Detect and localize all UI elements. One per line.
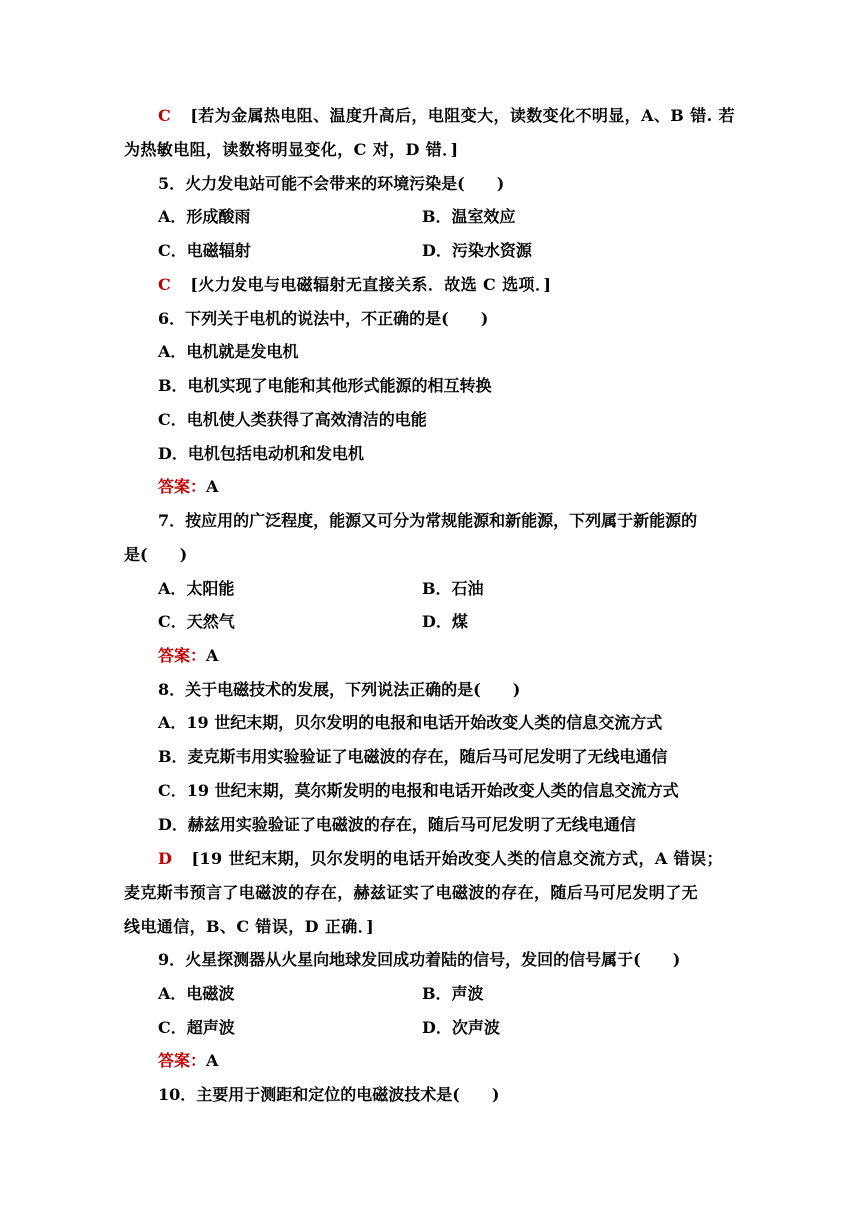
q9-answer-value: A [206,1051,219,1070]
q6-option-a: A．电机就是发电机 [158,342,299,361]
q8-stem: 8．关于电磁技术的发展，下列说法正确的是( ) [158,680,521,699]
q8-option-d: D．赫兹用实验验证了电磁波的存在，随后马可尼发明了无线电通信 [158,815,636,834]
q7-stem-line-1: 7．按应用的广泛程度，能源又可分为常规能源和新能源，下列属于新能源的 [158,511,698,530]
q5-option-c: C．电磁辐射 [158,241,251,260]
q9-answer-label: 答案： [158,1051,207,1070]
q5-explanation-line [158,275,551,295]
q8-explanation-line-2: 麦克斯韦预言了电磁波的存在，赫兹证实了电磁波的存在，随后马可尼发明了无 [124,883,699,902]
q7-answer [158,646,218,666]
q10-stem: 10．主要用于测距和定位的电磁波技术是( ) [158,1085,500,1104]
q5-stem: 5．火力发电站可能不会带来的环境污染是( ) [158,174,505,193]
q9-option-c: C．超声波 [158,1018,235,1037]
q4-explanation-line-1 [158,106,735,126]
q6-option-c: C．电机使人类获得了高效清洁的电能 [158,410,427,429]
q7-option-d: D．煤 [422,612,468,631]
q5-explanation-text: [火力发电与电磁辐射无直接关系．故选 C 选项．] [190,275,552,294]
q7-option-c: C．天然气 [158,612,235,631]
q7-option-b: B．石油 [422,579,484,598]
q9-answer [158,1051,218,1071]
q8-option-a: A．19 世纪末期，贝尔发明的电报和电话开始改变人类的信息交流方式 [158,713,663,732]
q9-option-a: A．电磁波 [158,984,235,1003]
q6-answer-label: 答案： [158,477,207,496]
q6-answer [158,477,218,497]
q8-option-c: C．19 世纪末期，莫尔斯发明的电报和电话开始改变人类的信息交流方式 [158,781,679,800]
q7-answer-label: 答案： [158,646,207,665]
q8-explanation-line-1 [158,849,723,869]
q9-stem: 9．火星探测器从火星向地球发回成功着陆的信号，发回的信号属于( ) [158,950,681,969]
q7-answer-value: A [206,646,219,665]
q4-explanation-line-2: 为热敏电阻，读数将明显变化，C 对，D 错．] [124,140,459,159]
q8-option-b: B．麦克斯韦用实验验证了电磁波的存在，随后马可尼发明了无线电通信 [158,747,668,766]
q4-explanation-text-1: [若为金属热电阻、温度升高后，电阻变大，读数变化不明显，A、B 错. 若 [190,106,735,125]
q6-answer-value: A [206,477,219,496]
q7-stem-line-2: 是( ) [124,545,188,564]
q5-option-d: D．污染水资源 [422,241,532,260]
q8-answer-letter: D [158,849,172,868]
q7-option-a: A．太阳能 [158,579,235,598]
q8-explanation-line-3: 线电通信，B、C 错误，D 正确．] [124,917,375,936]
q9-option-b: B．声波 [422,984,484,1003]
q8-explanation-text-1: [19 世纪末期，贝尔发明的电话开始改变人类的信息交流方式，A 错误； [191,849,723,868]
q4-answer-letter: C [158,106,171,125]
q6-option-b: B．电机实现了电能和其他形式能源的相互转换 [158,376,492,395]
q6-stem: 6．下列关于电机的说法中，不正确的是( ) [158,309,489,328]
q6-option-d: D．电机包括电动机和发电机 [158,444,364,463]
q9-option-d: D．次声波 [422,1018,500,1037]
q5-option-b: B．温室效应 [422,207,516,226]
q5-answer-letter: C [158,275,171,294]
q5-option-a: A．形成酸雨 [158,207,251,226]
